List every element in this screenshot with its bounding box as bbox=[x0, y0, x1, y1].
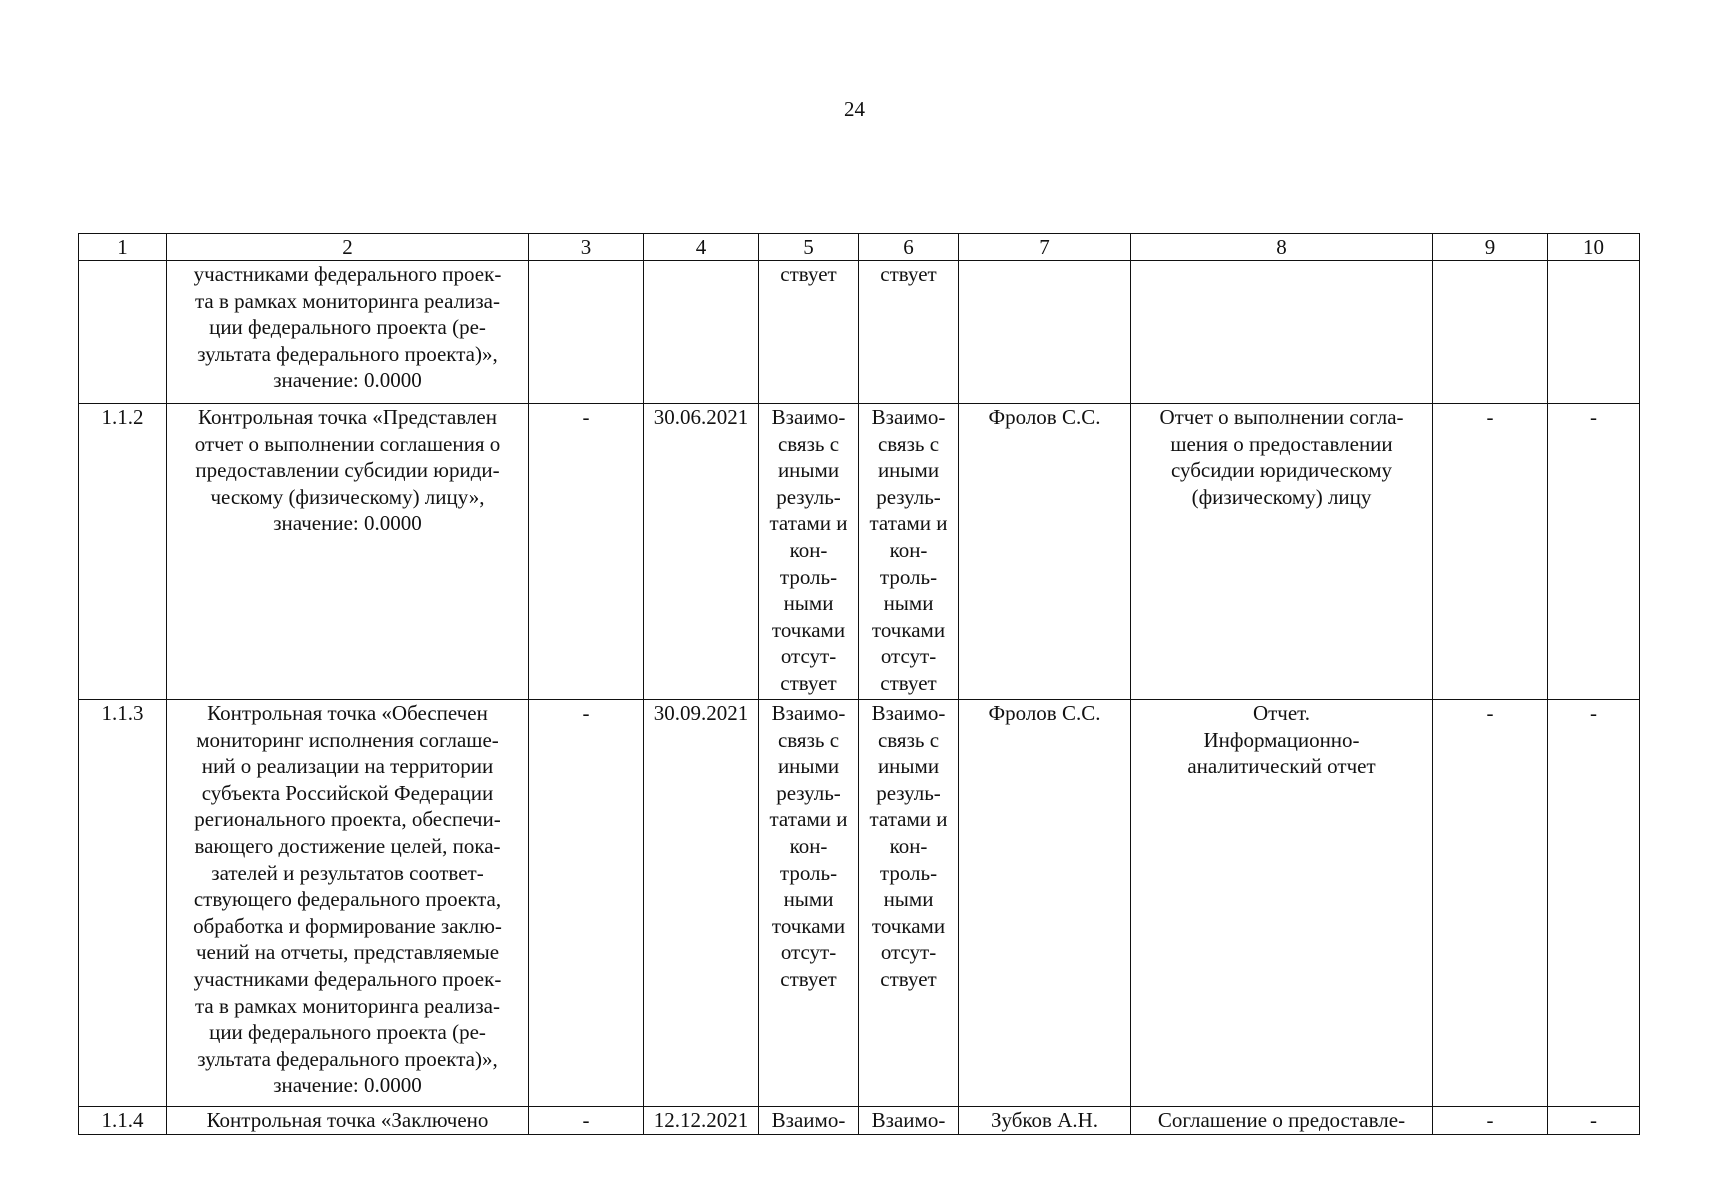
col9-cell bbox=[1433, 261, 1548, 404]
event-cell: участниками федерального проек- та в рамках мониторинга реализа- ции федерального проекта (ре- зультата федерального проекта)», значение: 0.0000 bbox=[167, 261, 529, 404]
date-cell: 30.06.2021 bbox=[644, 404, 759, 700]
col10-cell: - bbox=[1548, 404, 1640, 700]
row-number-cell: 1.1.3 bbox=[79, 700, 167, 1107]
col9-cell: - bbox=[1433, 700, 1548, 1107]
event-cell: Контрольная точка «Представлен отчет о выполнении соглашения о предоставлении субсидии юриди- ческому (физическому) лицу», значение: 0.0000 bbox=[167, 404, 529, 700]
col3-cell: - bbox=[529, 404, 644, 700]
date-cell bbox=[644, 261, 759, 404]
column-header: 5 bbox=[759, 234, 859, 261]
link-next-cell: ствует bbox=[859, 261, 959, 404]
link-prev-cell: Взаимо- связь с иными резуль- татами и кон- троль- ными точками отсут- ствует bbox=[759, 404, 859, 700]
table-row bbox=[79, 261, 1640, 404]
column-header: 4 bbox=[644, 234, 759, 261]
column-header: 2 bbox=[167, 234, 529, 261]
responsible-cell: Зубков А.Н. bbox=[959, 1107, 1131, 1135]
row-number-cell: 1.1.2 bbox=[79, 404, 167, 700]
column-header: 3 bbox=[529, 234, 644, 261]
document-cell: Отчет о выполнении согла- шения о предоставлении субсидии юридическому (физическому) лицу bbox=[1131, 404, 1433, 700]
col10-cell: - bbox=[1548, 700, 1640, 1107]
event-cell: Контрольная точка «Заключено bbox=[167, 1107, 529, 1135]
link-prev-cell: ствует bbox=[759, 261, 859, 404]
column-header: 6 bbox=[859, 234, 959, 261]
column-number-header-row bbox=[79, 234, 1640, 261]
link-next-cell: Взаимо- bbox=[859, 1107, 959, 1135]
link-next-cell: Взаимо- связь с иными резуль- татами и кон- троль- ными точками отсут- ствует bbox=[859, 700, 959, 1107]
event-cell: Контрольная точка «Обеспечен мониторинг исполнения соглаше- ний о реализации на территории субъекта Российской Федерации регионального проекта, обеспечи- вающего достижение целей, пока- зателей и результатов соответ- ствующего федерального проекта, обработка и формирование заклю- чений на отчеты, представляемые участниками федерального проек- та в рамках мониторинга реализа- ции федерального проекта (ре- зультата федерального проекта)», значение: 0.0000 bbox=[167, 700, 529, 1107]
col9-cell: - bbox=[1433, 1107, 1548, 1135]
col3-cell: - bbox=[529, 700, 644, 1107]
link-next-cell: Взаимо- связь с иными резуль- татами и кон- троль- ными точками отсут- ствует bbox=[859, 404, 959, 700]
column-header: 7 bbox=[959, 234, 1131, 261]
table-row bbox=[79, 404, 1640, 700]
column-header: 1 bbox=[79, 234, 167, 261]
document-cell: Отчет. Информационно- аналитический отчет bbox=[1131, 700, 1433, 1107]
column-header: 9 bbox=[1433, 234, 1548, 261]
col9-cell: - bbox=[1433, 404, 1548, 700]
responsible-cell: Фролов С.С. bbox=[959, 700, 1131, 1107]
col3-cell bbox=[529, 261, 644, 404]
link-prev-cell: Взаимо- связь с иными резуль- татами и кон- троль- ными точками отсут- ствует bbox=[759, 700, 859, 1107]
table-row bbox=[79, 700, 1640, 1107]
column-header: 8 bbox=[1131, 234, 1433, 261]
date-cell: 30.09.2021 bbox=[644, 700, 759, 1107]
col10-cell bbox=[1548, 261, 1640, 404]
column-header: 10 bbox=[1548, 234, 1640, 261]
table-row bbox=[79, 1107, 1640, 1135]
document-cell bbox=[1131, 261, 1433, 404]
row-number-cell: 1.1.4 bbox=[79, 1107, 167, 1135]
col10-cell: - bbox=[1548, 1107, 1640, 1135]
link-prev-cell: Взаимо- bbox=[759, 1107, 859, 1135]
responsible-cell bbox=[959, 261, 1131, 404]
control-points-table bbox=[78, 233, 1640, 1135]
responsible-cell: Фролов С.С. bbox=[959, 404, 1131, 700]
row-number-cell bbox=[79, 261, 167, 404]
col3-cell: - bbox=[529, 1107, 644, 1135]
page-number: 24 bbox=[844, 97, 865, 121]
date-cell: 12.12.2021 bbox=[644, 1107, 759, 1135]
document-cell: Соглашение о предоставле- bbox=[1131, 1107, 1433, 1135]
